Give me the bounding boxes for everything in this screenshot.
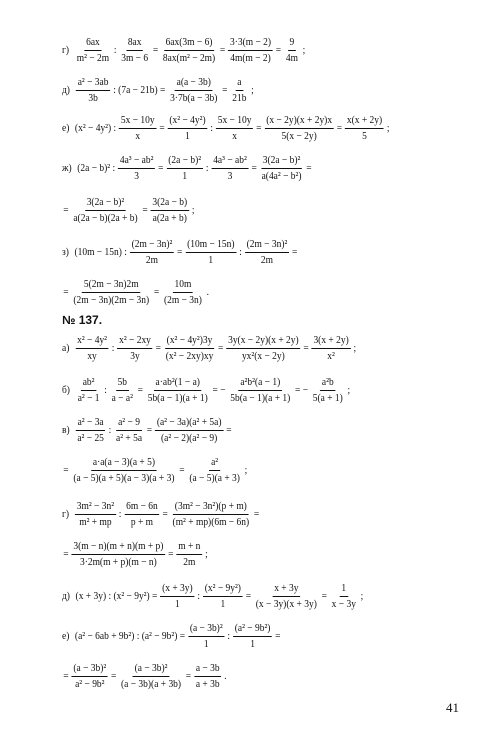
fraction-numerator: (a − 3b)² [72, 662, 108, 677]
math-line-a [9, 331, 491, 365]
fraction-numerator: 1 [340, 582, 348, 597]
fraction [130, 238, 174, 267]
fraction-denominator: (2m − 3n)(2m − 3n) [73, 293, 150, 306]
fraction-denominator: (a − 5)(a + 5)(a − 3)(a + 3) [73, 471, 175, 484]
fraction [216, 114, 253, 143]
fraction-numerator: (x + 3y) [160, 582, 194, 597]
operator-text: = [162, 508, 168, 520]
fraction-denominator: x [135, 129, 141, 142]
math-line-d [9, 73, 491, 107]
fraction [151, 196, 189, 225]
operator-text: : [104, 384, 107, 396]
fraction-numerator: a(a − 3b) [175, 76, 213, 91]
operator-text: = [292, 246, 298, 258]
fraction-denominator: m² − 2m [76, 51, 110, 64]
fraction [231, 76, 249, 105]
expression [74, 416, 233, 445]
math-line-g2 [9, 497, 491, 531]
problem-label: з) [62, 246, 69, 258]
operator-text: ; [347, 384, 351, 396]
section-heading: № 137. [62, 313, 103, 327]
fraction [228, 36, 272, 65]
fraction [177, 540, 203, 569]
fraction [188, 456, 242, 485]
fraction-denominator: 5 [362, 129, 367, 142]
operator-text: = [336, 122, 343, 134]
operator-text: (x² − 4y²) : [74, 122, 117, 134]
operator-text: = [177, 246, 183, 258]
fraction-denominator: 3m − 6 [121, 51, 149, 64]
expression [62, 456, 249, 485]
fraction-numerator: (2m − 3n)² [245, 238, 289, 253]
fraction-denominator: a² + 5a [116, 431, 143, 444]
math-line-e [9, 111, 491, 145]
fraction-denominator: 3·2m(m + p)(m − n) [79, 555, 157, 568]
operator-text: : [210, 122, 213, 134]
fraction-numerator: a² [209, 456, 219, 471]
fraction-numerator: 3(2a − b) [151, 196, 189, 211]
operator-text: : [118, 508, 122, 520]
math-line-v-cont [9, 453, 491, 487]
fraction-denominator: 5(a + 1) [312, 391, 343, 404]
problem-label: г) [62, 508, 70, 520]
operator-text: ; [251, 84, 254, 96]
operator-text: : [239, 246, 242, 258]
operator-text: = [222, 84, 228, 96]
fraction-denominator: a + 3b [195, 677, 220, 690]
problem-label: е) [62, 630, 70, 642]
operator-text: . [206, 286, 209, 298]
operator-text: (a² − 6ab + 9b²) : (a² − 9b²) = [74, 630, 186, 642]
operator-text: ; [360, 590, 364, 602]
fraction-denominator: 3·7b(a − 3b) [170, 91, 218, 104]
fraction-numerator: 6m − 6n [124, 500, 159, 515]
fraction-numerator: x + 3y [272, 582, 300, 597]
fraction-denominator: 5(x − 2y) [281, 129, 317, 142]
expression [74, 334, 358, 363]
expression [73, 500, 260, 529]
fraction-denominator: p + m [130, 515, 154, 528]
fraction-numerator: a² − 9 [116, 416, 141, 431]
fraction [345, 114, 384, 143]
fraction-numerator: 5x − 10y [119, 114, 156, 129]
fraction-denominator: (a − 5)(a + 3) [189, 471, 240, 484]
page-number: 41 [446, 700, 459, 715]
fraction-numerator: a²b²(a − 1) [239, 376, 282, 391]
fraction-denominator: 3y [130, 349, 140, 362]
problem-label: а) [62, 342, 70, 354]
fraction-denominator: x − 3y [331, 597, 356, 610]
operator-text: = [185, 670, 192, 682]
fraction [124, 500, 159, 529]
fraction-numerator: 3(2a − b)² [261, 154, 302, 169]
operator-text: = [63, 464, 69, 476]
fraction-numerator: 6ax [84, 36, 101, 51]
fraction-numerator: a·a(a − 3)(a + 5) [91, 456, 157, 471]
fraction-denominator: 5b(a − 1)(a + 1) [147, 391, 208, 404]
operator-text: (2a − b)² : [77, 162, 116, 174]
fraction-numerator: 4a³ − ab² [118, 154, 155, 169]
fraction [114, 416, 143, 445]
operator-text: (x + 3y) : (x² − 9y²) = [75, 590, 158, 602]
math-line-zh [9, 151, 491, 185]
fraction [146, 376, 209, 405]
fraction-denominator: yx²(x − 2y) [241, 349, 285, 362]
fraction [76, 76, 110, 105]
fraction-denominator: 3 [134, 169, 140, 182]
operator-text: = [275, 44, 282, 56]
operator-text: = [142, 204, 148, 216]
math-line-b [9, 373, 491, 407]
math-line-d2 [9, 579, 491, 613]
fraction-numerator: 4a³ − ab² [211, 154, 248, 169]
fraction-denominator: x² [327, 349, 335, 362]
fraction [229, 376, 292, 405]
fraction [194, 662, 221, 691]
expression [74, 622, 282, 651]
fraction-numerator: a [236, 76, 244, 91]
fraction [226, 334, 300, 363]
fraction [160, 582, 194, 611]
fraction-numerator: a − 3b [194, 662, 221, 677]
operator-text: = [153, 286, 160, 298]
operator-text: = [63, 670, 69, 682]
fraction [260, 154, 303, 183]
operator-text: . [224, 670, 227, 682]
fraction [254, 582, 319, 611]
fraction [110, 376, 135, 405]
problem-label: ж) [62, 162, 72, 174]
operator-text: ; [244, 464, 248, 476]
fraction-denominator: a − a² [111, 391, 133, 404]
operator-text: = [251, 162, 257, 174]
operator-text: = [218, 342, 224, 354]
fraction-numerator: a²b [320, 376, 335, 391]
operator-text: : [111, 342, 115, 354]
problem-label: в) [62, 424, 70, 436]
operator-text: = [226, 424, 232, 436]
fraction [72, 278, 151, 307]
expression [76, 154, 313, 183]
fraction [75, 36, 111, 65]
operator-text: ; [191, 204, 195, 216]
operator-text: = [179, 464, 185, 476]
fraction-numerator: (10m − 15n) [185, 238, 236, 253]
fraction [311, 376, 344, 405]
fraction [72, 196, 140, 225]
operator-text: ; [302, 44, 306, 56]
operator-text: = [168, 548, 174, 560]
expression [74, 76, 255, 105]
expression [62, 196, 196, 225]
operator-text: = [303, 342, 309, 354]
fraction-denominator: 3 [227, 169, 233, 182]
fraction-denominator: 8ax(m² − 2m) [162, 51, 216, 64]
fraction [72, 540, 166, 569]
expression [74, 582, 364, 611]
fraction-numerator: (2m − 3n)² [130, 238, 174, 253]
fraction-denominator: 2m [145, 253, 158, 266]
operator-text: = [152, 44, 159, 56]
problem-label: д) [62, 84, 70, 96]
fraction [161, 36, 217, 65]
fraction [167, 154, 203, 183]
fraction-denominator: 4m [285, 51, 298, 64]
fraction [75, 334, 108, 363]
fraction [117, 334, 152, 363]
operator-text: : [227, 630, 231, 642]
fraction-denominator: (m² + mp)(6m − 6n) [172, 515, 250, 528]
fraction-denominator: x [232, 129, 237, 142]
fraction [76, 416, 106, 445]
fraction [185, 238, 236, 267]
operator-text: : [205, 162, 209, 174]
fraction-numerator: 8ax [126, 36, 143, 51]
fraction-numerator: (x² − 4y²)3y [165, 334, 214, 349]
operator-text: ; [386, 122, 390, 134]
math-line-e2 [9, 619, 491, 653]
fraction [119, 36, 149, 65]
math-line-g [9, 33, 491, 67]
fraction-numerator: 3(m − n)(m + n)(m + p) [72, 540, 166, 555]
fraction-denominator: 1 [203, 637, 209, 650]
fraction [312, 334, 351, 363]
fraction [233, 622, 272, 651]
operator-text: : (7a − 21b) = [113, 84, 166, 96]
fraction-numerator: 5(2m − 3n)2m [82, 278, 140, 293]
fraction-denominator: m² + mp [79, 515, 112, 528]
operator-text: = [158, 162, 164, 174]
expression [74, 114, 391, 143]
fraction [265, 114, 334, 143]
fraction-denominator: 21b [232, 91, 247, 104]
operator-text: = [63, 548, 69, 560]
fraction-denominator: 1 [250, 637, 255, 650]
operator-text: = [321, 590, 327, 602]
fraction-denominator: (x − 3y)(x + 3y) [255, 597, 317, 610]
operator-text: = [275, 630, 281, 642]
fraction [119, 114, 156, 143]
fraction-denominator: 2m [260, 253, 273, 266]
problem-label: б) [62, 384, 70, 396]
fraction-numerator: (x² − 4y²) [168, 114, 208, 129]
fraction-denominator: 2m [183, 555, 196, 568]
fraction-numerator: (x² − 9y²) [203, 582, 243, 597]
fraction-denominator: (a − 3b)(a + 3b) [121, 677, 182, 690]
fraction-numerator: x² − 4y² [75, 334, 108, 349]
fraction-numerator: (x − 2y)(x + 2y)x [265, 114, 334, 129]
expression [62, 540, 209, 569]
expression [73, 238, 298, 267]
math-line-z-cont [9, 275, 491, 309]
operator-text: = − [295, 384, 309, 396]
operator-text: : [197, 590, 201, 602]
fraction-denominator: a² − 25 [77, 431, 104, 444]
fraction-denominator: 1 [175, 597, 180, 610]
fraction-numerator: (3m² − 3n²)(p + m) [173, 500, 248, 515]
fraction-numerator: 3y(x − 2y)(x + 2y) [226, 334, 300, 349]
fraction-numerator: 9 [288, 36, 296, 51]
fraction-denominator: a(2a + b) [152, 211, 187, 224]
fraction [211, 154, 248, 183]
fraction-numerator: 5x − 10y [216, 114, 253, 129]
operator-text: (10m − 15n) : [74, 246, 127, 258]
math-line-e2-cont [9, 659, 491, 693]
fraction-numerator: (a² − 9b²) [233, 622, 272, 637]
fraction-denominator: a(2a − b)(2a + b) [73, 211, 138, 224]
operator-text: = [219, 44, 226, 56]
fraction-denominator: xy [87, 349, 97, 362]
fraction [245, 238, 289, 267]
operator-text: = [110, 670, 117, 682]
fraction-numerator: 3m² − 3n² [75, 500, 116, 515]
operator-text: = [63, 204, 69, 216]
operator-text: = [256, 122, 262, 134]
fraction [168, 76, 219, 105]
expression [74, 376, 351, 405]
fraction [330, 582, 358, 611]
fraction [75, 500, 116, 529]
fraction-numerator: a² − 3a [76, 416, 105, 431]
fraction [118, 154, 155, 183]
operator-text: : [108, 424, 112, 436]
fraction-numerator: x² − 2xy [117, 334, 152, 349]
fraction [284, 36, 300, 65]
expression [73, 36, 306, 65]
fraction-denominator: 4m(m − 2) [230, 51, 271, 64]
fraction-denominator: (a² − 2)(a² − 9) [161, 431, 218, 444]
fraction-denominator: 1 [182, 169, 188, 182]
fraction [168, 114, 208, 143]
fraction-denominator: 5b(a − 1)(a + 1) [230, 391, 291, 404]
expression [62, 278, 210, 307]
fraction [76, 376, 101, 405]
operator-text: = [63, 286, 69, 298]
math-line-g2-cont [9, 537, 491, 571]
fraction-denominator: 1 [185, 129, 190, 142]
fraction [188, 622, 224, 651]
fraction-numerator: 5b [116, 376, 129, 391]
fraction [72, 662, 108, 691]
fraction-numerator: (a − 3b)² [133, 662, 169, 677]
fraction-numerator: 6ax(3m − 6) [164, 36, 214, 51]
fraction [72, 456, 177, 485]
fraction-numerator: x(x + 2y) [345, 114, 384, 129]
operator-text: ; [353, 342, 357, 354]
fraction-numerator: 3(2a − b)² [85, 196, 126, 211]
operator-text: = [137, 384, 144, 396]
fraction-numerator: a·ab²(1 − a) [154, 376, 202, 391]
operator-text: = [245, 590, 252, 602]
fraction-denominator: 3b [88, 91, 98, 104]
operator-text: ; [205, 548, 208, 560]
operator-text: = [253, 508, 260, 520]
math-line-z [9, 235, 491, 269]
operator-text: = − [212, 384, 226, 396]
operator-text: = [306, 162, 312, 174]
fraction-numerator: (a − 3b)² [188, 622, 224, 637]
fraction-numerator: (a² − 3a)(a² + 5a) [155, 416, 223, 431]
expression [62, 662, 228, 691]
fraction-numerator: 3·3(m − 2) [228, 36, 272, 51]
fraction [164, 334, 215, 363]
fraction-denominator: (2m − 3n) [163, 293, 202, 306]
problem-label: е) [62, 122, 70, 134]
operator-text: = [159, 122, 165, 134]
fraction-numerator: a² − 3ab [76, 76, 110, 91]
math-line-zh-cont [9, 193, 491, 227]
fraction [171, 500, 251, 529]
math-line-v [9, 413, 491, 447]
fraction-numerator: 10m [173, 278, 193, 293]
fraction-denominator: 1 [220, 597, 226, 610]
fraction [203, 582, 243, 611]
fraction-numerator: 3(x + 2y) [312, 334, 351, 349]
fraction-denominator: a² − 1 [77, 391, 100, 404]
fraction-numerator: ab² [81, 376, 96, 391]
problem-label: д) [62, 590, 70, 602]
fraction [155, 416, 223, 445]
operator-text: = [146, 424, 153, 436]
operator-text: = [155, 342, 162, 354]
problem-label: г) [62, 44, 70, 56]
fraction-denominator: a(4a² − b²) [261, 169, 302, 182]
fraction-numerator: m + n [177, 540, 203, 555]
fraction-denominator: 1 [208, 253, 214, 266]
fraction-denominator: (x² − 2xy)xy [165, 349, 214, 362]
fraction [162, 278, 203, 307]
fraction-denominator: a² − 9b² [75, 677, 105, 690]
fraction [119, 662, 182, 691]
operator-text: : [113, 44, 117, 56]
fraction-numerator: (2a − b)² [167, 154, 203, 169]
